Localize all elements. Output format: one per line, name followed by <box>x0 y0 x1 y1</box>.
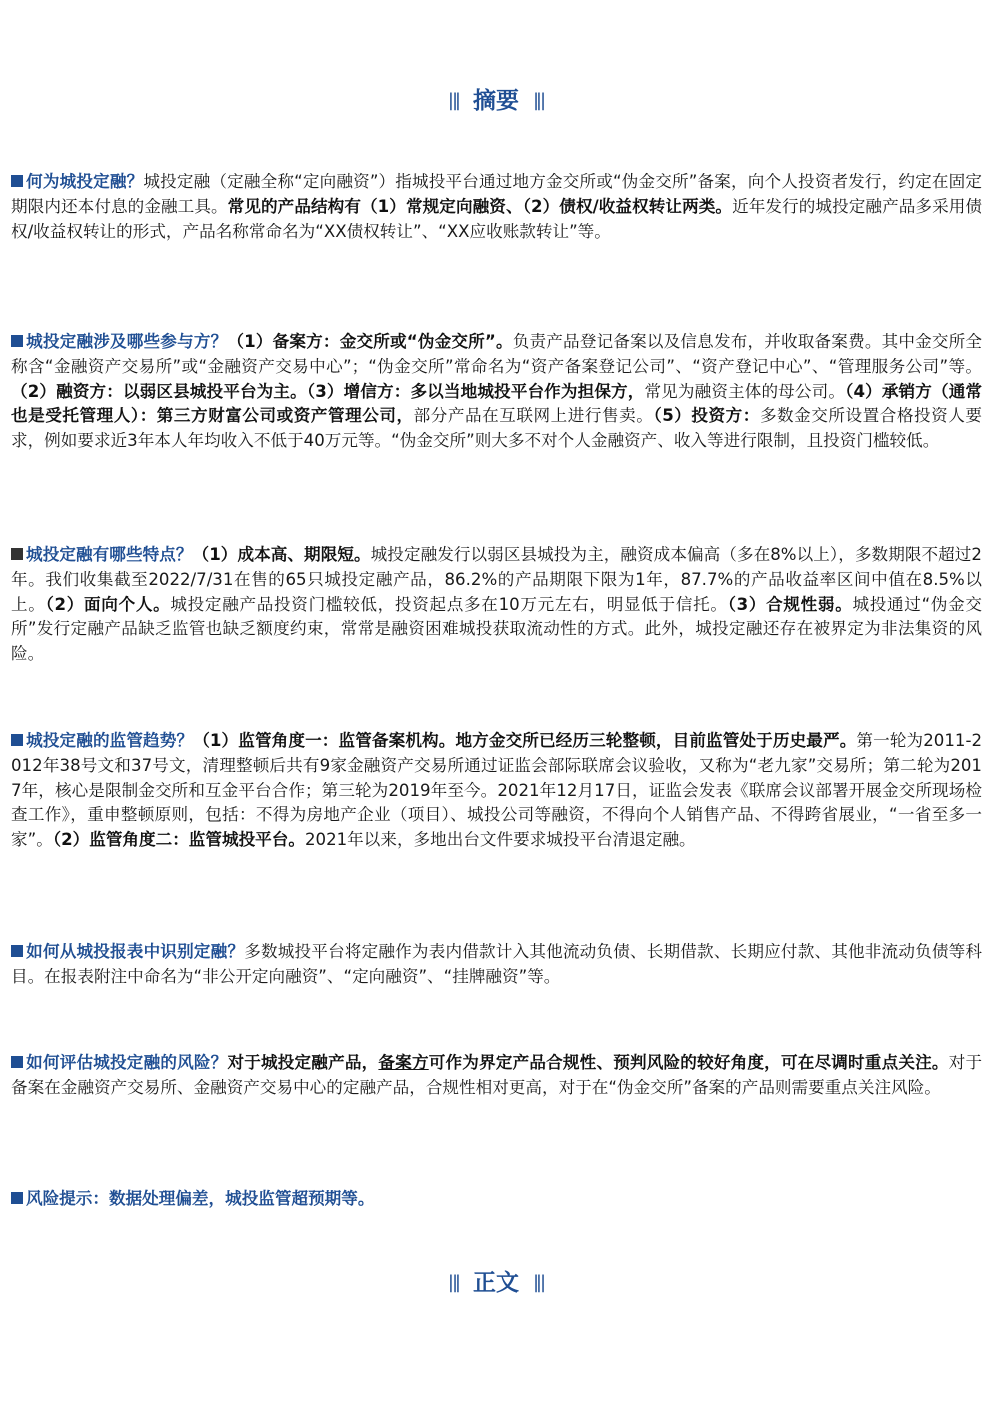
bold-text: （5）投资方： <box>653 406 760 426</box>
bullet-square-icon <box>11 734 23 746</box>
body-text: 城投定融（定融全称“定向融资”）指城投平台通过地方金交所或“伪金交所”备案，向个人投资者发行，约定在固定期限内还本付息的金融工具。 <box>11 172 982 216</box>
question-heading: 何为城投定融？ <box>26 172 144 191</box>
question-heading: 城投定融的监管趋势？ <box>26 731 194 750</box>
bullet-square-icon <box>11 945 23 957</box>
paragraph-definition <box>11 170 982 244</box>
heading-bar-right-icon: ‖| <box>533 1272 545 1293</box>
bold-text: 常见的产品结构有（1）常规定向融资、（2）债权/收益权转让两类。 <box>227 196 733 216</box>
bold-text: （1）成本高、期限短。 <box>192 545 371 564</box>
paragraph-participants <box>11 330 982 454</box>
bold-text: （4）承销方（通常也是受托管理人）：第三方财富公司或资产管理公司， <box>11 381 983 426</box>
paragraph-identify <box>11 940 982 990</box>
heading-bar-right-icon: ‖| <box>533 90 545 111</box>
bold-text: 对于城投定融产品， <box>227 1053 379 1072</box>
paragraph-regulation <box>11 729 982 853</box>
bold-text: （1）备案方：金交所或“伪金交所”。 <box>227 332 513 351</box>
body-text: 多数城投平台将定融作为表内借款计入其他流动负债、长期借款、长期应付款、其他非流动负债等科目。在报表附注中命名为“非公开定向融资”、“定向融资”、“挂牌融资”等。 <box>11 942 983 986</box>
body-text: 城投通过“伪金交所”发行定融产品缺乏监管也缺乏额度约束，常常是融资困难城投获取流动性的方式。此外，城投定融还存在被界定为非法集资的风险。 <box>11 594 982 664</box>
body-text: 负责产品登记备案以及信息发布，并收取备案费。其中金交所全称含“金融资产交易所”或“金融资产交易中心”；“伪金交所”常命名为“资产备案登记公司”、“资产登记中心”、“管理服务公司”等。 <box>11 332 983 376</box>
body-text: 2021年以来，多地出台文件要求城投平台清退定融。 <box>304 830 696 850</box>
bold-text: （2）面向个人。 <box>45 594 171 614</box>
summary-heading: |‖ 摘要 ‖| <box>447 88 545 114</box>
paragraph-risk-warning <box>11 1187 982 1212</box>
body-text: 近年发行的城投定融产品多采用债权/收益权转让的形式，产品名称常命名为“XX债权转让”、“XX应收账款转让”等。 <box>11 196 983 241</box>
bullet-square-icon <box>11 548 23 560</box>
question-heading: 城投定融涉及哪些参与方？ <box>26 332 228 351</box>
bold-text: （2）融资方：以弱区县城投平台为主。 <box>11 381 307 401</box>
question-heading: 城投定融有哪些特点？ <box>26 545 193 564</box>
bullet-square-icon <box>11 175 23 187</box>
body-heading: |‖ 正文 ‖| <box>447 1270 545 1296</box>
body-text: 城投定融发行以弱区县城投为主，融资成本偏高（多在8%以上），多数期限不超过2年。我们收集截至2022/7/31在售的65只城投定融产品，86.2%的产品期限下限为1年，87.7%的产品收益率区间中值在8.5%以上。 <box>11 545 982 614</box>
question-heading: 如何从城投报表中识别定融？ <box>26 942 245 961</box>
heading-bar-left-icon: |‖ <box>447 90 459 111</box>
bold-text: （3）增信方：多以当地城投平台作为担保方， <box>306 381 645 401</box>
paragraph-features <box>11 543 982 667</box>
body-text: 常见为融资主体的母公司。 <box>644 381 846 401</box>
underlined-text: 备案方 <box>378 1053 429 1072</box>
bullet-square-icon <box>11 1056 23 1068</box>
bold-text: 可作为界定产品合规性、预判风险的较好角度，可在尽调时重点关注。 <box>428 1053 949 1072</box>
question-heading: 如何评估城投定融的风险？ <box>26 1053 228 1072</box>
body-text: 部分产品在互联网上进行售卖。 <box>413 406 654 426</box>
bold-text: （2）监管角度二：监管城投平台。 <box>52 830 305 850</box>
bold-text: （3）合规性弱。 <box>727 594 853 614</box>
body-text: 多数金交所设置合格投资人要求，例如要求近3年本人年均收入不低于40万元等。“伪金交所”则大多不对个人金融资产、收入等进行限制，且投资门槛较低。 <box>11 406 983 451</box>
body-text: 城投定融产品投资门槛较低，投资起点多在10万元左右，明显低于信托。 <box>170 594 728 614</box>
bullet-square-icon <box>11 1192 23 1204</box>
risk-warning-text: 风险提示：数据处理偏差，城投监管超预期等。 <box>26 1189 375 1208</box>
body-text: 对于备案在金融资产交易所、金融资产交易中心的定融产品，合规性相对更高，对于在“伪金交所”备案的产品则需要重点关注风险。 <box>11 1053 983 1097</box>
bold-text: （1）监管角度一：监管备案机构。地方金交所已经历三轮整顿，目前监管处于历史最严。 <box>193 731 857 750</box>
bullet-square-icon <box>11 335 23 347</box>
paragraph-risk-assessment <box>11 1051 982 1101</box>
body-text: 第一轮为2011-2012年38号文和37号文，清理整顿后共有9家金融资产交易所通过证监会部际联席会议验收，又称为“老九家”交易所；第二轮为2017年，核心是限制金交所和互金平台合作；第三轮为2019年至今。2021年12月17日，证监会发表《联席会议部署开展金交所现场检查工作》，重申整顿原则，包括：不得为房地产企业（项目）、城投公司等融资，不得向个人销售产品、不得跨省展业，“一省至多一家”。 <box>11 731 983 850</box>
heading-bar-left-icon: |‖ <box>447 1272 459 1293</box>
